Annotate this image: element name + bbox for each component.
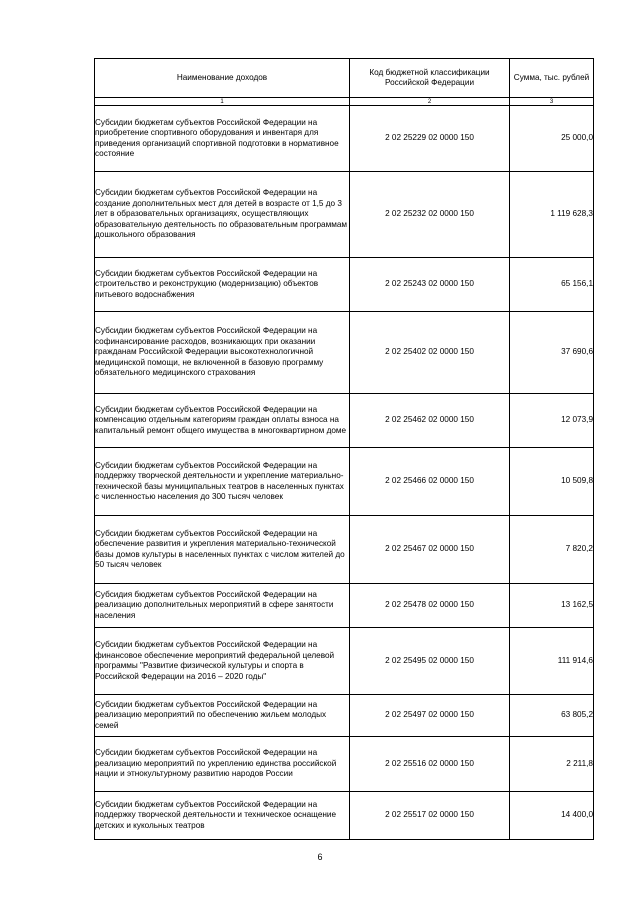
revenue-name-cell: Субсидии бюджетам субъектов Российской Федерации на поддержку творческой деятельности и техническое оснащение детских и кукольных театров bbox=[95, 792, 350, 840]
budget-code-cell: 2 02 25497 02 0000 150 bbox=[350, 695, 510, 737]
table-row bbox=[95, 448, 594, 516]
table-row bbox=[95, 172, 594, 258]
budget-revenue-table bbox=[94, 58, 594, 840]
table-row bbox=[95, 106, 594, 172]
sum-cell: 111 914,6 bbox=[510, 628, 594, 695]
column-number: 3 bbox=[510, 98, 594, 106]
table-row bbox=[95, 516, 594, 584]
sum-cell: 13 162,5 bbox=[510, 584, 594, 628]
sum-cell: 2 211,8 bbox=[510, 737, 594, 792]
header-sum: Сумма, тыс. рублей bbox=[510, 59, 594, 98]
table-row bbox=[95, 258, 594, 312]
budget-code-cell: 2 02 25467 02 0000 150 bbox=[350, 516, 510, 584]
sum-cell: 1 119 628,3 bbox=[510, 172, 594, 258]
budget-code-cell: 2 02 25462 02 0000 150 bbox=[350, 394, 510, 448]
revenue-name-cell: Субсидии бюджетам субъектов Российской Федерации на компенсацию отдельным категориям граждан оплаты взноса на капитальный ремонт общего имущества в многоквартирном доме bbox=[95, 394, 350, 448]
sum-cell: 14 400,0 bbox=[510, 792, 594, 840]
revenue-name-cell: Субсидии бюджетам субъектов Российской Федерации на обеспечение развития и укрепления материально-технической базы домов культуры в населенных пунктах с числом жителей до 50 тысяч человек bbox=[95, 516, 350, 584]
column-number: 1 bbox=[95, 98, 350, 106]
sum-cell: 12 073,9 bbox=[510, 394, 594, 448]
table-row bbox=[95, 312, 594, 394]
revenue-name-cell: Субсидии бюджетам субъектов Российской Федерации на финансовое обеспечение мероприятий федеральной целевой программы "Развитие физической культуры и спорта в Российской Федерации на 2016 – 2020 годы" bbox=[95, 628, 350, 695]
sum-cell: 65 156,1 bbox=[510, 258, 594, 312]
revenue-name-cell: Субсидии бюджетам субъектов Российской Федерации на реализацию мероприятий по укреплению единства российской нации и этнокультурному развитию народов России bbox=[95, 737, 350, 792]
column-number: 2 bbox=[350, 98, 510, 106]
sum-cell: 37 690,6 bbox=[510, 312, 594, 394]
budget-code-cell: 2 02 25478 02 0000 150 bbox=[350, 584, 510, 628]
table-row bbox=[95, 628, 594, 695]
table-row bbox=[95, 394, 594, 448]
sum-cell: 10 509,8 bbox=[510, 448, 594, 516]
revenue-name-cell: Субсидии бюджетам субъектов Российской Федерации на софинансирование расходов, возникающих при оказании гражданам Российской Федерации высокотехнологичной медицинской помощи, не включенной в базовую программу обязательного медицинского страхования bbox=[95, 312, 350, 394]
header-revenue-name: Наименование доходов bbox=[95, 59, 350, 98]
table-row bbox=[95, 584, 594, 628]
budget-code-cell: 2 02 25229 02 0000 150 bbox=[350, 106, 510, 172]
revenue-name-cell: Субсидии бюджетам субъектов Российской Федерации на строительство и реконструкцию (модернизацию) объектов питьевого водоснабжения bbox=[95, 258, 350, 312]
page-number: 6 bbox=[317, 852, 323, 862]
column-number-row bbox=[95, 98, 594, 106]
sum-cell: 63 805,2 bbox=[510, 695, 594, 737]
budget-code-cell: 2 02 25495 02 0000 150 bbox=[350, 628, 510, 695]
revenue-name-cell: Субсидии бюджетам субъектов Российской Федерации на приобретение спортивного оборудования и инвентаря для приведения организаций спортивной подготовки в нормативное состояние bbox=[95, 106, 350, 172]
budget-code-cell: 2 02 25402 02 0000 150 bbox=[350, 312, 510, 394]
budget-code-cell: 2 02 25516 02 0000 150 bbox=[350, 737, 510, 792]
budget-code-cell: 2 02 25517 02 0000 150 bbox=[350, 792, 510, 840]
table-row bbox=[95, 695, 594, 737]
table-row bbox=[95, 737, 594, 792]
revenue-name-cell: Субсидии бюджетам субъектов Российской Федерации на создание дополнительных мест для детей в возрасте от 1,5 до 3 лет в образовательных организациях, осуществляющих образовательную деятельность по образовательным программам дошкольного образования bbox=[95, 172, 350, 258]
revenue-name-cell: Субсидия бюджетам субъектов Российской Федерации на реализацию дополнительных мероприятий в сфере занятости населения bbox=[95, 584, 350, 628]
budget-code-cell: 2 02 25232 02 0000 150 bbox=[350, 172, 510, 258]
revenue-name-cell: Субсидии бюджетам субъектов Российской Федерации на реализацию мероприятий по обеспечению жильем молодых семей bbox=[95, 695, 350, 737]
header-budget-code: Код бюджетной классификации Российской Федерации bbox=[350, 59, 510, 98]
table-header-row bbox=[95, 59, 594, 98]
budget-code-cell: 2 02 25466 02 0000 150 bbox=[350, 448, 510, 516]
revenue-name-cell: Субсидии бюджетам субъектов Российской Федерации на поддержку творческой деятельности и укрепление материально-технической базы муниципальных театров в населенных пунктах с численностью населения до 300 тысяч человек bbox=[95, 448, 350, 516]
budget-code-cell: 2 02 25243 02 0000 150 bbox=[350, 258, 510, 312]
sum-cell: 7 820,2 bbox=[510, 516, 594, 584]
sum-cell: 25 000,0 bbox=[510, 106, 594, 172]
table-row bbox=[95, 792, 594, 840]
